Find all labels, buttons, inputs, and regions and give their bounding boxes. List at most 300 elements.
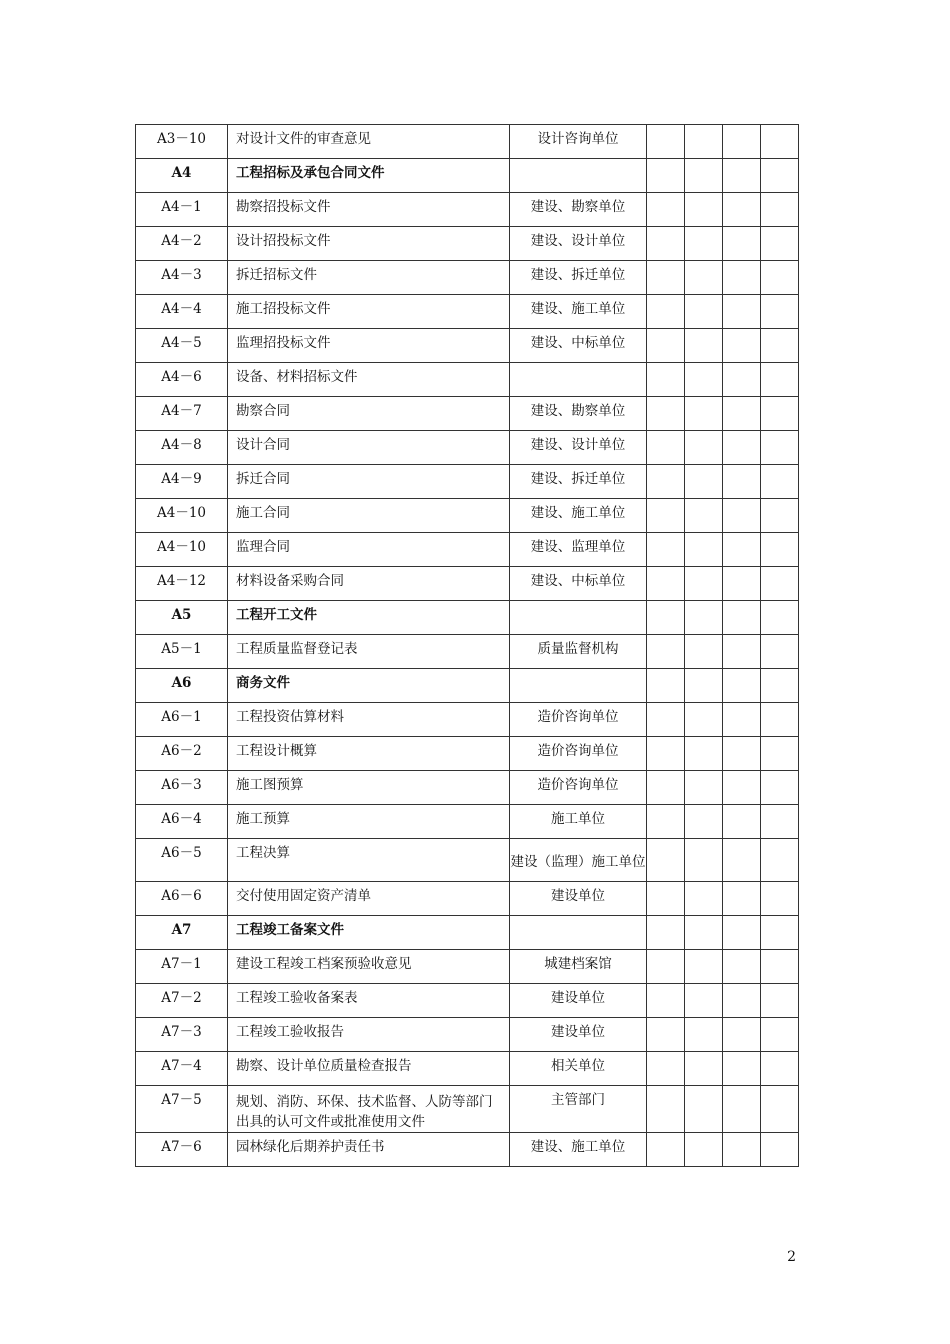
responsible-unit-cell-text: 设计咨询单位: [537, 131, 619, 147]
blank-cell: [723, 295, 761, 329]
file-code-cell: [136, 431, 228, 465]
table-row: [136, 295, 799, 329]
file-name-cell: [228, 1086, 510, 1133]
table-row: [136, 839, 799, 882]
file-name-cell-text: 交付使用固定资产清单: [236, 888, 371, 904]
blank-cell: [647, 227, 685, 261]
file-name-cell-text: 工程设计概算: [236, 743, 317, 759]
blank-cell: [647, 397, 685, 431]
blank-cell: [723, 431, 761, 465]
responsible-unit-cell-text: 建设单位: [551, 1024, 605, 1040]
file-code-cell-text: A4－10: [156, 505, 207, 521]
responsible-unit-cell-text: 主管部门: [551, 1092, 605, 1108]
blank-cell: [761, 635, 799, 669]
blank-cell: [685, 261, 723, 295]
blank-cell: [761, 1018, 799, 1052]
file-name-cell: [228, 397, 510, 431]
table-row: [136, 1086, 799, 1133]
file-name-cell-text: 工程质量监督登记表: [236, 641, 358, 657]
blank-cell: [685, 533, 723, 567]
blank-cell: [723, 125, 761, 159]
section-row: [136, 159, 799, 193]
file-name-cell: [228, 465, 510, 499]
responsible-unit-cell: [510, 125, 647, 159]
blank-cell: [723, 1086, 761, 1133]
blank-cell: [647, 882, 685, 916]
responsible-unit-cell-text: 建设、施工单位: [530, 505, 626, 521]
blank-cell: [761, 261, 799, 295]
blank-cell: [685, 159, 723, 193]
blank-cell: [647, 329, 685, 363]
file-code-cell: [136, 295, 228, 329]
file-name-cell: [228, 193, 510, 227]
responsible-unit-cell-text: 建设单位: [551, 888, 605, 904]
blank-cell: [723, 1052, 761, 1086]
responsible-unit-cell-text: 建设、设计单位: [530, 437, 626, 453]
responsible-unit-cell-text: 造价咨询单位: [537, 743, 619, 759]
blank-cell: [761, 159, 799, 193]
table-row: [136, 533, 799, 567]
blank-cell: [723, 567, 761, 601]
file-code-cell: [136, 916, 228, 950]
file-code-cell-text: A4－2: [161, 233, 202, 249]
blank-cell: [647, 465, 685, 499]
file-name-cell-text: 工程竣工验收备案表: [236, 990, 358, 1006]
file-code-cell-text: A7－1: [161, 956, 202, 972]
file-name-cell: [228, 329, 510, 363]
blank-cell: [761, 984, 799, 1018]
file-code-cell-text: A7－4: [161, 1058, 202, 1074]
blank-cell: [723, 159, 761, 193]
blank-cell: [647, 533, 685, 567]
responsible-unit-cell-text: 建设、勘察单位: [530, 199, 626, 215]
file-name-cell-text: 材料设备采购合同: [236, 573, 344, 589]
responsible-unit-cell: [510, 737, 647, 771]
blank-cell: [723, 805, 761, 839]
file-code-cell: [136, 771, 228, 805]
blank-cell: [723, 950, 761, 984]
file-name-cell-text: 勘察招投标文件: [236, 199, 331, 215]
file-code-cell-text: A6－5: [161, 845, 202, 861]
blank-cell: [723, 737, 761, 771]
blank-cell: [647, 567, 685, 601]
responsible-unit-cell-text: 城建档案馆: [544, 956, 612, 972]
blank-cell: [647, 601, 685, 635]
file-name-cell-text: 勘察、设计单位质量检查报告: [236, 1058, 412, 1074]
responsible-unit-cell-text: [510, 363, 646, 369]
blank-cell: [723, 839, 761, 882]
blank-cell: [647, 499, 685, 533]
blank-cell: [723, 882, 761, 916]
file-code-cell: [136, 703, 228, 737]
file-code-cell: [136, 329, 228, 363]
file-name-cell: [228, 771, 510, 805]
file-code-cell-text: A4－6: [161, 369, 202, 385]
file-name-cell-text: 对设计文件的审查意见: [236, 131, 371, 147]
blank-cell: [647, 295, 685, 329]
file-name-cell: [228, 1133, 510, 1167]
file-name-cell-text: 工程招标及承包合同文件: [236, 165, 385, 181]
file-name-cell: [228, 984, 510, 1018]
blank-cell: [723, 635, 761, 669]
file-name-cell: [228, 1052, 510, 1086]
responsible-unit-cell-text: 建设单位: [551, 990, 605, 1006]
blank-cell: [647, 261, 685, 295]
file-code-cell-text: A5－1: [161, 641, 202, 657]
file-name-cell-text: 工程竣工验收报告: [236, 1024, 344, 1040]
blank-cell: [647, 916, 685, 950]
file-name-cell-text: 工程竣工备案文件: [236, 922, 344, 938]
file-code-cell: [136, 601, 228, 635]
blank-cell: [685, 737, 723, 771]
file-name-cell: [228, 295, 510, 329]
blank-cell: [761, 329, 799, 363]
file-name-cell-text: 工程决算: [236, 845, 290, 861]
responsible-unit-cell: [510, 193, 647, 227]
file-code-cell: [136, 499, 228, 533]
responsible-unit-cell-text: 建设、设计单位: [530, 233, 626, 249]
file-name-cell: [228, 839, 510, 882]
file-code-cell: [136, 125, 228, 159]
responsible-unit-cell: [510, 950, 647, 984]
blank-cell: [647, 159, 685, 193]
file-name-cell: [228, 703, 510, 737]
blank-cell: [761, 805, 799, 839]
file-name-cell: [228, 669, 510, 703]
blank-cell: [723, 329, 761, 363]
file-code-cell: [136, 1018, 228, 1052]
responsible-unit-cell: [510, 1086, 647, 1133]
responsible-unit-cell: [510, 669, 647, 703]
file-code-cell: [136, 567, 228, 601]
file-code-cell: [136, 193, 228, 227]
blank-cell: [685, 465, 723, 499]
blank-cell: [723, 261, 761, 295]
page-number: 2: [787, 1249, 796, 1265]
section-row: [136, 669, 799, 703]
blank-cell: [723, 703, 761, 737]
file-code-cell-text: A7－2: [161, 990, 202, 1006]
blank-cell: [761, 703, 799, 737]
table-row: [136, 703, 799, 737]
blank-cell: [647, 805, 685, 839]
blank-cell: [761, 601, 799, 635]
blank-cell: [647, 839, 685, 882]
file-name-cell-text: 工程开工文件: [236, 607, 317, 623]
file-code-cell: [136, 737, 228, 771]
blank-cell: [761, 227, 799, 261]
responsible-unit-cell: [510, 1052, 647, 1086]
blank-cell: [685, 950, 723, 984]
responsible-unit-cell: [510, 1133, 647, 1167]
file-name-cell: [228, 805, 510, 839]
responsible-unit-cell-text: [510, 601, 646, 607]
file-name-cell: [228, 882, 510, 916]
responsible-unit-cell: [510, 916, 647, 950]
blank-cell: [685, 329, 723, 363]
blank-cell: [761, 669, 799, 703]
blank-cell: [761, 125, 799, 159]
file-code-cell: [136, 882, 228, 916]
responsible-unit-cell-text: 质量监督机构: [537, 641, 619, 657]
file-code-cell-text: A4－7: [161, 403, 202, 419]
responsible-unit-cell-text: [510, 669, 646, 675]
blank-cell: [685, 1052, 723, 1086]
table-row: [136, 1052, 799, 1086]
file-name-cell-text: 勘察合同: [236, 403, 290, 419]
blank-cell: [685, 1133, 723, 1167]
responsible-unit-cell: [510, 295, 647, 329]
file-name-cell: [228, 635, 510, 669]
file-code-cell-text: A4－5: [161, 335, 202, 351]
file-code-cell-text: A6－1: [161, 709, 202, 725]
file-name-cell-text: 拆迁招标文件: [236, 267, 317, 283]
responsible-unit-cell: [510, 533, 647, 567]
responsible-unit-cell-text: 相关单位: [551, 1058, 605, 1074]
blank-cell: [685, 669, 723, 703]
responsible-unit-cell: [510, 431, 647, 465]
blank-cell: [761, 567, 799, 601]
table-row: [136, 499, 799, 533]
file-name-cell: [228, 159, 510, 193]
table-row: [136, 363, 799, 397]
file-code-cell-text: A6－2: [161, 743, 202, 759]
blank-cell: [647, 1133, 685, 1167]
blank-cell: [723, 1018, 761, 1052]
responsible-unit-cell-text: 造价咨询单位: [537, 777, 619, 793]
blank-cell: [685, 635, 723, 669]
responsible-unit-cell-text: 建设、施工单位: [530, 1139, 626, 1155]
blank-cell: [723, 533, 761, 567]
file-name-cell-text: 商务文件: [236, 675, 290, 691]
table-row: [136, 397, 799, 431]
blank-cell: [647, 1086, 685, 1133]
file-code-cell: [136, 363, 228, 397]
responsible-unit-cell: [510, 984, 647, 1018]
blank-cell: [761, 839, 799, 882]
file-name-cell: [228, 916, 510, 950]
blank-cell: [685, 193, 723, 227]
blank-cell: [761, 499, 799, 533]
blank-cell: [723, 984, 761, 1018]
file-name-cell: [228, 737, 510, 771]
file-name-cell-text: 工程投资估算材料: [236, 709, 344, 725]
responsible-unit-cell: [510, 703, 647, 737]
blank-cell: [647, 950, 685, 984]
file-code-cell: [136, 261, 228, 295]
file-name-cell-text: 园林绿化后期养护责任书: [236, 1139, 385, 1155]
responsible-unit-cell: [510, 1018, 647, 1052]
table-row: [136, 193, 799, 227]
file-code-cell-text: A4－10: [156, 539, 207, 555]
responsible-unit-cell: [510, 363, 647, 397]
blank-cell: [685, 771, 723, 805]
blank-cell: [723, 397, 761, 431]
file-name-cell-text: 拆迁合同: [236, 471, 290, 487]
file-name-cell: [228, 533, 510, 567]
blank-cell: [761, 397, 799, 431]
blank-cell: [647, 363, 685, 397]
table-row: [136, 465, 799, 499]
responsible-unit-cell: [510, 839, 647, 882]
table-row: [136, 737, 799, 771]
file-name-cell-text: 施工图预算: [236, 777, 304, 793]
file-name-cell-text: 建设工程竣工档案预验收意见: [236, 956, 412, 972]
responsible-unit-cell-text: 建设、勘察单位: [530, 403, 626, 419]
blank-cell: [685, 1086, 723, 1133]
file-name-cell-text: 监理合同: [236, 539, 290, 555]
blank-cell: [647, 1018, 685, 1052]
file-code-cell: [136, 1133, 228, 1167]
file-code-cell: [136, 227, 228, 261]
blank-cell: [723, 193, 761, 227]
file-code-cell: [136, 1052, 228, 1086]
file-name-cell: [228, 125, 510, 159]
table-row: [136, 1133, 799, 1167]
file-code-cell: [136, 1086, 228, 1133]
responsible-unit-cell: [510, 635, 647, 669]
blank-cell: [685, 227, 723, 261]
file-name-cell: [228, 227, 510, 261]
file-code-cell: [136, 635, 228, 669]
table-row: [136, 882, 799, 916]
blank-cell: [723, 601, 761, 635]
file-name-cell-text: 设备、材料招标文件: [236, 369, 358, 385]
file-code-cell-text: A7－5: [161, 1092, 202, 1108]
table-row: [136, 635, 799, 669]
blank-cell: [685, 295, 723, 329]
blank-cell: [761, 295, 799, 329]
file-name-cell-text: 设计合同: [236, 437, 290, 453]
file-code-cell: [136, 805, 228, 839]
blank-cell: [761, 882, 799, 916]
file-name-cell-text: 规划、消防、环保、技术监督、人防等部门出具的认可文件或批准使用文件: [236, 1094, 493, 1130]
blank-cell: [647, 193, 685, 227]
blank-cell: [647, 771, 685, 805]
table-row: [136, 329, 799, 363]
blank-cell: [685, 1018, 723, 1052]
blank-cell: [647, 635, 685, 669]
file-code-cell-text: A7－6: [161, 1139, 202, 1155]
responsible-unit-cell-text: 建设、拆迁单位: [530, 267, 626, 283]
blank-cell: [647, 125, 685, 159]
blank-cell: [647, 984, 685, 1018]
blank-cell: [685, 882, 723, 916]
responsible-unit-cell: [510, 567, 647, 601]
file-name-cell: [228, 499, 510, 533]
responsible-unit-cell: [510, 499, 647, 533]
file-code-cell-text: A5: [171, 607, 192, 623]
table-row: [136, 1018, 799, 1052]
file-name-cell: [228, 950, 510, 984]
blank-cell: [685, 601, 723, 635]
table-row: [136, 125, 799, 159]
blank-cell: [723, 1133, 761, 1167]
blank-cell: [685, 431, 723, 465]
file-code-cell-text: A7－3: [161, 1024, 202, 1040]
blank-cell: [761, 950, 799, 984]
responsible-unit-cell: [510, 882, 647, 916]
file-name-cell: [228, 601, 510, 635]
responsible-unit-cell-text: 建设、中标单位: [530, 335, 626, 351]
blank-cell: [685, 984, 723, 1018]
file-code-cell: [136, 465, 228, 499]
file-code-cell: [136, 669, 228, 703]
section-row: [136, 916, 799, 950]
responsible-unit-cell: [510, 397, 647, 431]
blank-cell: [761, 465, 799, 499]
file-code-cell-text: A6: [171, 675, 192, 691]
blank-cell: [761, 1052, 799, 1086]
table-row: [136, 261, 799, 295]
blank-cell: [685, 397, 723, 431]
blank-cell: [761, 363, 799, 397]
table-row: [136, 567, 799, 601]
blank-cell: [723, 465, 761, 499]
blank-cell: [761, 193, 799, 227]
blank-cell: [723, 227, 761, 261]
table-row: [136, 984, 799, 1018]
file-name-cell-text: 施工招投标文件: [236, 301, 331, 317]
file-code-cell-text: A4－8: [161, 437, 202, 453]
responsible-unit-cell: [510, 159, 647, 193]
file-code-cell-text: A4: [171, 165, 192, 181]
blank-cell: [761, 771, 799, 805]
file-name-cell: [228, 431, 510, 465]
blank-cell: [685, 916, 723, 950]
responsible-unit-cell-text: [510, 159, 646, 165]
responsible-unit-cell-text: 造价咨询单位: [537, 709, 619, 725]
blank-cell: [685, 125, 723, 159]
file-code-cell-text: A6－3: [161, 777, 202, 793]
file-name-cell: [228, 261, 510, 295]
section-row: [136, 601, 799, 635]
file-code-cell-text: A3－10: [156, 131, 207, 147]
responsible-unit-cell: [510, 261, 647, 295]
file-code-cell-text: A4－12: [156, 573, 207, 589]
file-code-cell-text: A4－4: [161, 301, 202, 317]
blank-cell: [685, 567, 723, 601]
blank-cell: [647, 669, 685, 703]
file-code-cell-text: A6－6: [161, 888, 202, 904]
responsible-unit-cell: [510, 601, 647, 635]
file-code-cell: [136, 839, 228, 882]
file-code-cell-text: A6－4: [161, 811, 202, 827]
table-row: [136, 227, 799, 261]
responsible-unit-cell: [510, 329, 647, 363]
blank-cell: [685, 363, 723, 397]
file-code-cell-text: A7: [171, 922, 192, 938]
blank-cell: [761, 431, 799, 465]
responsible-unit-cell-text: 建设、施工单位: [530, 301, 626, 317]
table-row: [136, 771, 799, 805]
file-code-cell: [136, 950, 228, 984]
responsible-unit-cell: [510, 465, 647, 499]
table-row: [136, 431, 799, 465]
file-code-cell-text: A4－3: [161, 267, 202, 283]
file-code-cell: [136, 984, 228, 1018]
file-code-cell-text: A4－9: [161, 471, 202, 487]
file-name-cell-text: 设计招投标文件: [236, 233, 331, 249]
file-name-cell-text: 监理招投标文件: [236, 335, 331, 351]
table-row: [136, 950, 799, 984]
responsible-unit-cell-text: 建设、拆迁单位: [530, 471, 626, 487]
blank-cell: [647, 737, 685, 771]
file-code-cell: [136, 159, 228, 193]
archive-file-table: [135, 124, 799, 1167]
blank-cell: [723, 499, 761, 533]
blank-cell: [647, 431, 685, 465]
